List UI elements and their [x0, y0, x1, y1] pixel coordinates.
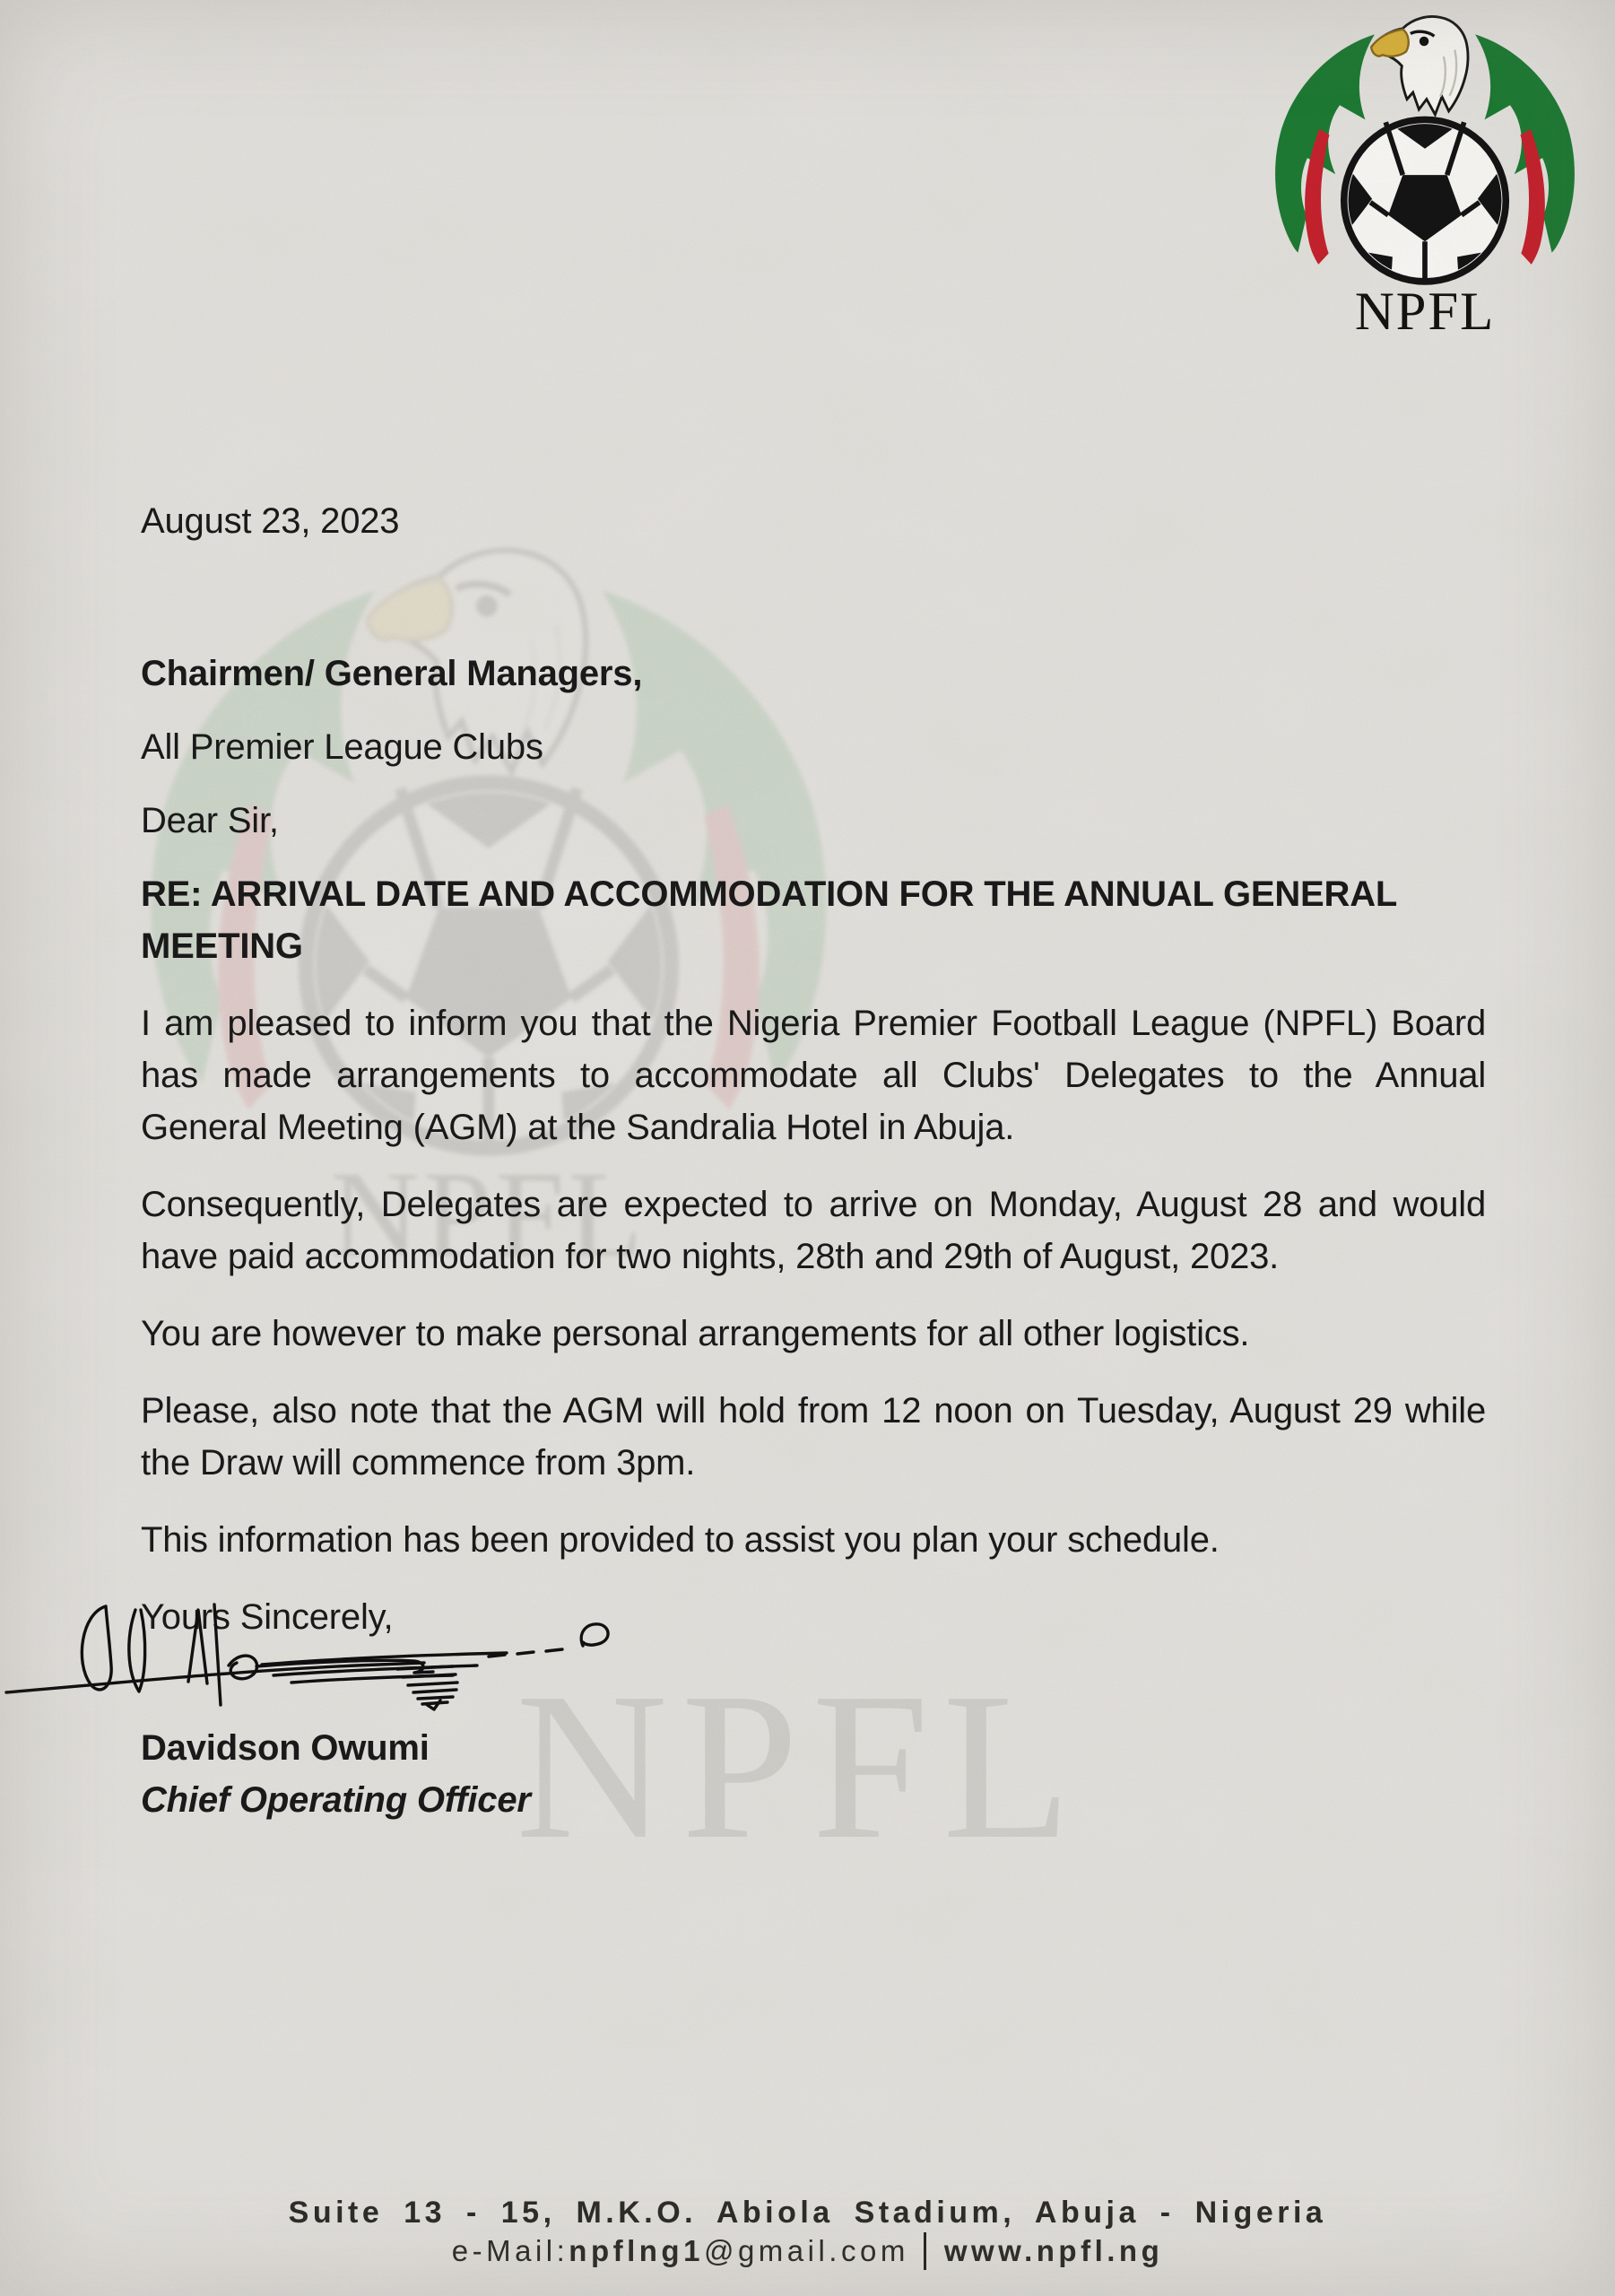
paragraph-line: have paid accommodation for two nights, 28th and 29th of August, 2023.	[141, 1237, 1280, 1276]
closing: Yours Sincerely,	[141, 1597, 394, 1637]
paragraph-line: has made arrangements to accommodate all Clubs' Delegates to the Annual	[141, 1056, 1486, 1095]
paragraph-line: General Meeting (AGM) at the Sandralia Hotel in Abuja.	[141, 1108, 1015, 1147]
paragraph-line: You are however to make personal arrangements for all other logistics.	[141, 1314, 1250, 1353]
body-paragraph	[141, 1514, 1486, 1566]
email-label: e-Mail:	[451, 2234, 569, 2267]
recipient-line: All Premier League Clubs	[141, 727, 543, 767]
subject-line: RE: ARRIVAL DATE AND ACCOMMODATION FOR THE ANNUAL GENERAL MEETING	[141, 874, 1397, 966]
signatory-name: Davidson Owumi	[141, 1728, 430, 1768]
paragraph-line: I am pleased to inform you that the Nigeria Premier Football League (NPFL) Board	[141, 1004, 1486, 1043]
recipient-line: Chairmen/ General Managers,	[141, 654, 643, 693]
body-paragraph	[141, 1385, 1486, 1489]
footer-divider	[924, 2232, 926, 2270]
background-text-watermark: NPFL	[516, 1649, 1085, 1883]
letter-footer	[0, 2194, 1615, 2272]
signature	[4, 1599, 641, 1716]
website-url: www.npfl.ng	[943, 2234, 1164, 2267]
paragraph-line: the Draw will commence from 3pm.	[141, 1443, 696, 1483]
body-paragraph	[141, 1178, 1486, 1283]
salutation: Dear Sir,	[141, 801, 279, 840]
email-user: npflng1	[569, 2234, 704, 2267]
paragraph-line: Please, also note that the AGM will hold from 12 noon on Tuesday, August 29 while	[141, 1391, 1486, 1431]
paragraph-line: This information has been provided to assist you plan your schedule.	[141, 1520, 1220, 1560]
email-domain: @gmail.com	[703, 2234, 909, 2267]
body-paragraph	[141, 997, 1486, 1153]
paragraph-line: Consequently, Delegates are expected to arrive on Monday, August 28 and would	[141, 1185, 1486, 1224]
signatory-title: Chief Operating Officer	[141, 1780, 531, 1820]
letter-date: August 23, 2023	[141, 501, 400, 541]
body-paragraph	[141, 1308, 1486, 1360]
footer-contact	[0, 2231, 1615, 2272]
npfl-logo	[1242, 7, 1608, 348]
footer-address: Suite 13 - 15, M.K.O. Abiola Stadium, Abuja - Nigeria	[288, 2196, 1327, 2230]
